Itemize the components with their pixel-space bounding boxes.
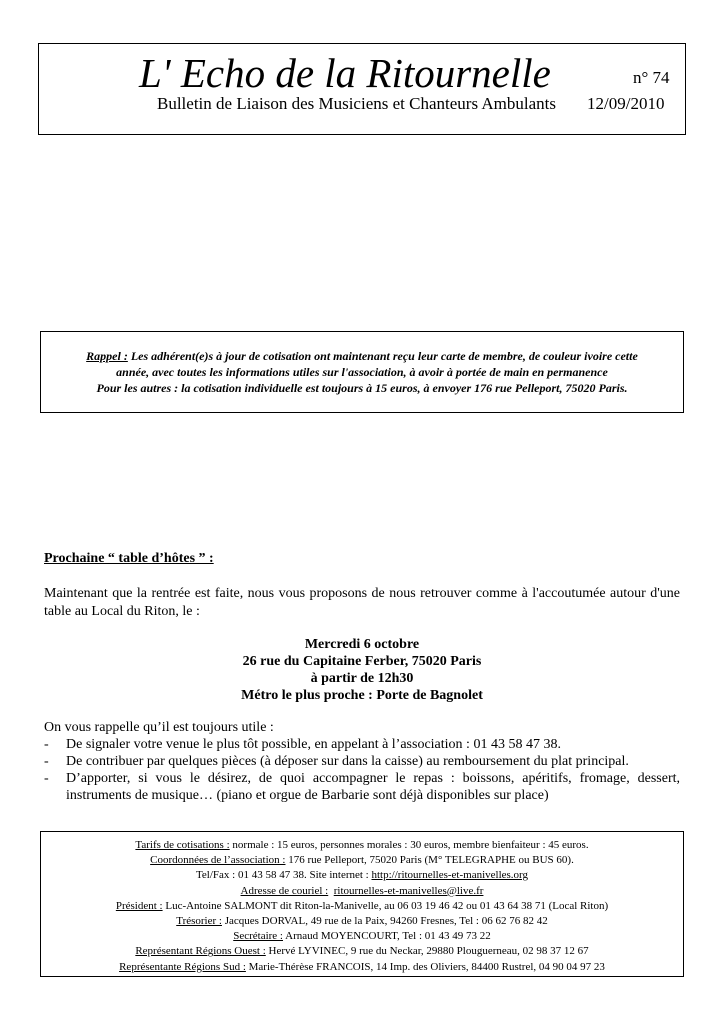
event-time: à partir de 12h30: [310, 671, 414, 686]
footer-label: Représentant Régions Ouest :: [135, 945, 266, 958]
footer-label: Tarifs de cotisations :: [135, 839, 230, 851]
reminders-list: [44, 736, 680, 804]
footer-label: Adresse de couriel :: [240, 884, 329, 897]
footer-line-treasurer: [41, 914, 683, 929]
useful-reminders: [44, 719, 680, 804]
footer-line-south: [41, 960, 683, 975]
footer-text: Arnaud MOYENCOURT, Tel : 01 43 49 73 22: [283, 930, 491, 943]
footer-line-president: [41, 899, 683, 914]
event-date: Mercredi 6 octobre: [304, 637, 420, 652]
footer-line-fees: [41, 838, 683, 853]
reminder-line-3: Pour les autres : la cotisation individuelle est toujours à 15 euros, à envoyer 176 rue Pelleport, 75020 Paris.: [96, 381, 628, 395]
reminders-intro: On vous rappelle qu’il est toujours utile :: [44, 720, 274, 735]
reminder-line-2: année, avec toutes les informations utiles sur l'association, à avoir à portée de main en permanence: [116, 365, 608, 379]
footer-text: 176 rue Pelleport, 75020 Paris (M° TELEGRAPHE ou BUS 60).: [285, 854, 574, 867]
footer-label: Secrétaire :: [233, 930, 283, 943]
section-intro: Maintenant que la rentrée est faite, nous vous proposons de nous retrouver comme à l'accoutumée autour d'une table au Local du Riton, le :: [44, 586, 680, 619]
reminder-label: Rappel :: [86, 349, 128, 363]
footer-line-phone-site: [41, 868, 683, 883]
list-item: - De signaler votre venue le plus tôt possible, en appelant à l’association : 01 43 58 47 38.: [44, 736, 680, 753]
footer-label: Coordonnées de l’association :: [150, 854, 286, 867]
list-item: - De contribuer par quelques pièces (à déposer sur dans la caisse) au remboursement du plat principal.: [44, 753, 680, 770]
footer-line-address: [41, 853, 683, 868]
event-metro: Métro le plus proche : Porte de Bagnolet: [241, 688, 483, 703]
footer-text: Jacques DORVAL, 49 rue de la Paix, 94260 Fresnes, Tel : 06 62 76 82 42: [221, 915, 548, 928]
event-details: [44, 636, 680, 704]
newsletter-subtitle: Bulletin de Liaison des Musiciens et Chanteurs Ambulants: [157, 94, 556, 113]
association-contacts: [40, 831, 684, 977]
reminder-line-1: [41, 348, 683, 364]
footer-line-west: [41, 944, 683, 959]
list-item: - D’apporter, si vous le désirez, de quoi accompagner le repas : boissons, apéritifs, fromage, dessert, instruments de musique… (piano et orgue de Barbarie sont déjà disponibles sur place): [44, 770, 680, 804]
email-link[interactable]: ritournelles-et-manivelles@live.fr: [333, 884, 484, 897]
footer-text: normale : 15 euros, personnes morales : 30 euros, membre bienfaiteur : 45 euros.: [229, 839, 589, 851]
footer-label: Président :: [115, 899, 163, 912]
issue-number: n° 74: [633, 68, 670, 87]
footer-text: Tel/Fax : 01 43 58 47 38. Site internet :: [195, 869, 372, 882]
reminder-text-1: Les adhérent(e)s à jour de cotisation ont maintenant reçu leur carte de membre, de couleur ivoire cette: [127, 349, 638, 363]
membership-reminder: [40, 331, 684, 413]
footer-line-email: [41, 884, 683, 899]
newsletter-title: L' Echo de la Ritournelle: [139, 50, 551, 96]
footer-line-secretary: [41, 929, 683, 944]
section-heading: Prochaine “ table d’hôtes ” :: [44, 551, 214, 566]
event-address: 26 rue du Capitaine Ferber, 75020 Paris: [242, 654, 482, 669]
footer-text: Marie-Thérèse FRANCOIS, 14 Imp. des Oliviers, 84400 Rustrel, 04 90 04 97 23: [245, 960, 605, 973]
website-link[interactable]: http://ritournelles-et-manivelles.org: [371, 869, 529, 882]
issue-date: 12/09/2010: [587, 94, 665, 113]
footer-text: Hervé LYVINEC, 9 rue du Neckar, 29880 Plouguerneau, 02 98 37 12 67: [265, 945, 589, 958]
masthead: [38, 43, 686, 135]
footer-text: Luc-Antoine SALMONT dit Riton-la-Manivelle, au 06 03 19 46 42 ou 01 43 64 38 71 (Local Riton): [162, 899, 609, 912]
footer-label: Représentante Régions Sud :: [119, 960, 246, 973]
footer-label: Trésorier :: [176, 915, 222, 928]
